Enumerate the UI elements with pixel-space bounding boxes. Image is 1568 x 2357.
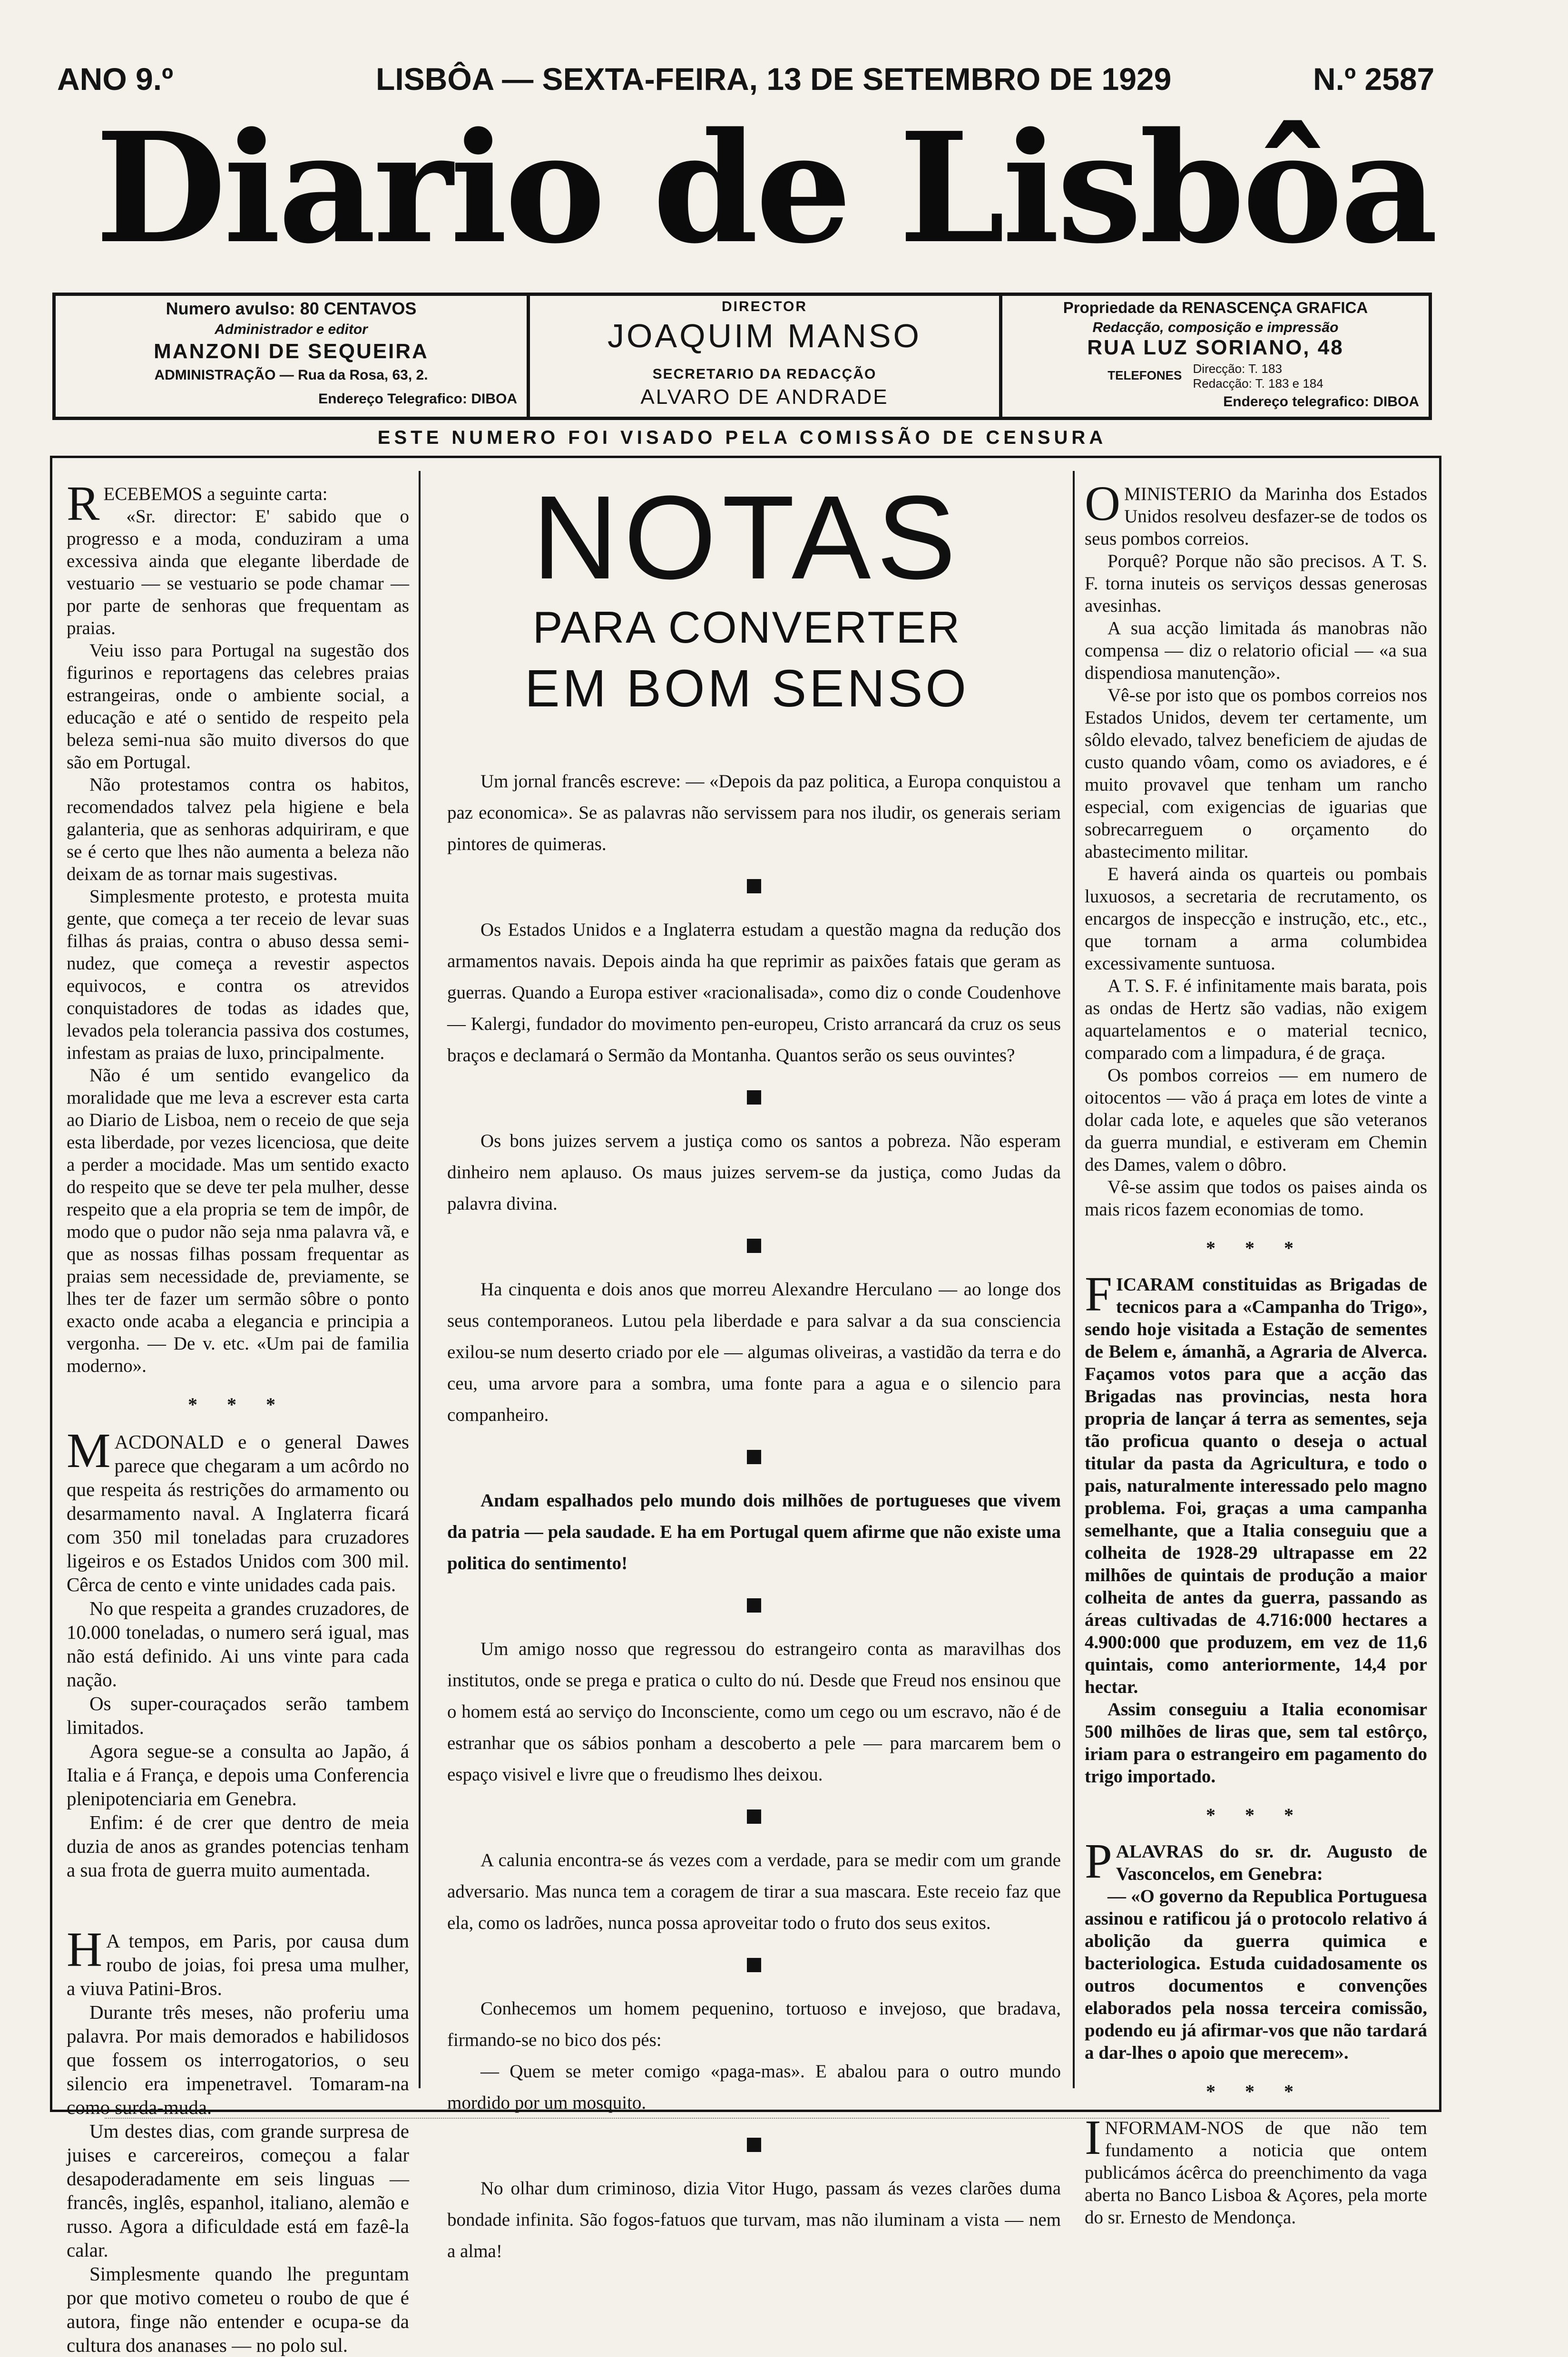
admin-address: ADMINISTRAÇÃO — Rua da Rosa, 63, 2.: [154, 367, 428, 383]
paragraph: A tempos, em Paris, por causa dum roubo de joias, foi presa uma mulher, a viuva Patini-Bros.: [67, 1930, 409, 1999]
notas-subtitle-1: PARA CONVERTER: [532, 602, 961, 652]
article-homing-pigeons: [1085, 476, 1427, 1221]
article-beach-letter: [67, 476, 409, 1377]
note: Ha cinquenta e dois anos que morreu Alexandre Herculano — ao longe dos seus contemporaneos. Lutou pela liberdade e para salvar a da sua consciencia exilou-se num deserto criado por ele — algumas oliveiras, a vastidão da terra e do ceu, uma arvore para a sombra, uma fonte para a agua e o silencio para companheiro.: [447, 1279, 1061, 1425]
right-column: [1085, 476, 1427, 2229]
article-geneva: [1085, 1834, 1427, 2064]
paragraph: Os super-couraçados serão tambem limitados.: [67, 1692, 409, 1738]
separator-square: [747, 1958, 761, 1972]
note: — Quem se meter comigo «paga-mas». E abalou para o outro mundo mordido por um mosquito.: [447, 2061, 1061, 2113]
paragraph: NFORMAM-NOS de que não tem fundamento a noticia que ontem publicámos ácêrca do preenchimento da vaga aberta no Banco Lisboa & Açores, pela morte do sr. Ernesto de Mendonça.: [1085, 2118, 1427, 2228]
owner-address: RUA LUZ SORIANO, 48: [1087, 336, 1344, 359]
notas-subtitle-2: EM BOM SENSO: [525, 659, 969, 718]
drop-cap: P: [1085, 1834, 1112, 1888]
censorship-notice: ESTE NUMERO FOI VISADO PELA COMISSÃO DE CENSURA: [377, 427, 1107, 448]
separator-square: [747, 1239, 761, 1253]
article-patini-bros: [67, 1922, 409, 2357]
note: A calunia encontra-se ás vezes com a verdade, para se medir com um grande adversario. Mas nunca tem a coragem de tirar a sua mascara. Este receio faz que ela, como os ladrões, nunca possa aproveitar todo o fruto dos seus exitos.: [447, 1850, 1061, 1933]
paragraph: ECEBEMOS a seguinte carta:: [103, 484, 328, 504]
article-banco-lisboa: [1085, 2110, 1427, 2229]
services-line: Redacção, composição e impressão: [1092, 320, 1339, 335]
price-line: Numero avulso: 80 CENTAVOS: [166, 299, 417, 318]
separator-square: [747, 1090, 761, 1105]
admin-role: Administrador e editor: [215, 322, 368, 337]
paragraph: Vê-se assim que todos os paises ainda os mais ricos fazem economias de tomo.: [1085, 1177, 1427, 1220]
paragraph: Os pombos correios — em numero de oitocentos — vão á praça em lotes de vinte a dolar cada lote, e aqueles que são veteranos da guerra mundial, e estiveram em Chemin des Dames, valem o dôbro.: [1085, 1065, 1427, 1175]
info-center: [527, 296, 1002, 417]
info-box: [52, 293, 1432, 420]
section-separator: * * *: [188, 1394, 288, 1415]
left-column: [67, 476, 409, 2357]
paragraph: MINISTERIO da Marinha dos Estados Unidos resolveu desfazer-se de todos os seus pombos correios.: [1085, 484, 1427, 549]
bottom-rule: [105, 2118, 1389, 2122]
paragraph: Durante três meses, não proferiu uma palavra. Por mais demorados e habilidosos que fossem os interrogatorios, o seu silencio era impenetravel. Tomaram-na como surda-muda.: [67, 2001, 409, 2118]
separator-square: [747, 1450, 761, 1464]
paragraph: Não protestamos contra os habitos, recomendados talvez pela higiene e bela galanteria, que as senhoras adquiriram, e que se é certo que lhes não aumenta a beleza não deixam de as tornar mais sugestivas.: [67, 774, 409, 884]
note: Um amigo nosso que regressou do estrangeiro conta as maravilhas dos institutos, onde se prega e pratica o culto do nú. Desde que Freud nos ensinou que o homem está ao serviço do Inconsciente, como um cego ou um escravo, não é de estranhar que os sábios ponham a descoberto a pele — para marcarem bem o espaço visivel e livre que o freudismo lhes deixou.: [447, 1639, 1061, 1785]
telegraph-right: Endereço telegrafico: DIBOA: [1223, 394, 1419, 410]
drop-cap: F: [1085, 1267, 1112, 1321]
info-right: [1002, 296, 1429, 417]
year-label: ANO 9.º: [57, 61, 174, 97]
dateline: LISBÔA — SEXTA-FEIRA, 13 DE SETEMBRO DE 1929: [376, 61, 1172, 97]
paragraph: Agora segue-se a consulta ao Japão, á Italia e á França, e depois uma Conferencia plenipotenciaria em Genebra.: [67, 1740, 409, 1809]
separator-square: [747, 1598, 761, 1613]
paragraph: Porquê? Porque não são precisos. A T. S. F. torna inuteis os serviços dessas generosas avesinhas.: [1085, 551, 1427, 616]
phones-block: [1002, 362, 1429, 391]
note: Os bons juizes servem a justiça como os santos a pobreza. Não esperam dinheiro nem aplauso. Os maus juizes servem-se da justiça, como Judas da palavra divina.: [447, 1131, 1061, 1214]
paragraph: Vê-se por isto que os pombos correios nos Estados Unidos, devem ter certamente, um sôldo elevado, talvez beneficiem de ajudas de custo quando vôam, como os aviadores, e é muito provavel que tenham um rancho especial, com exigencias de iguarias que sobrecarreguem o orçamento do abastecimento militar.: [1085, 685, 1427, 862]
center-column: [447, 766, 1061, 2267]
paragraph: Não é um sentido evangelico da moralidade que me leva a escrever esta carta ao Diario de Lisboa, nem o receio de que seja esta liberdade, por vezes licenciosa, que deite a perder a mocidade. Mas um sentido exacto do respeito que se deve ter pela mulher, desse respeito que a ela propria se tem de impôr, de modo que o pudor não seja nma palavra vã, e que as nossas filhas possam frequentar as praias sem necessidade de, previamente, se lhes ter de fazer um sermão sôbre o ponto exacto onde acaba a elegancia e principia a vergonha. — De v. etc. «Um pai de familia moderno».: [67, 1065, 409, 1376]
section-separator: * * *: [1206, 1237, 1306, 1259]
secretary-label: SECRETARIO DA REDACÇÃO: [652, 366, 877, 382]
owner-line: Propriedade da RENASCENÇA GRAFICA: [1063, 299, 1368, 316]
paragraph: Veiu isso para Portugal na sugestão dos figurinos e reportagens das celebres praias estrangeiras, onde o ambiente social, a educação e até o sentido de respeito pela beleza semi-nua são muito diversos do que são em Portugal.: [67, 640, 409, 773]
director-label: DIRECTOR: [721, 299, 808, 314]
phone-redaction: Redacção: T. 183 e 184: [1193, 376, 1323, 391]
phone-direction: Direcção: T. 183: [1193, 362, 1282, 376]
note: No olhar dum criminoso, dizia Vitor Hugo, passam ás vezes clarões duma bondade infinita. São fogos-fatuos que turvam, mas não iluminam a vista — nem a alma!: [447, 2178, 1061, 2261]
paragraph: E haverá ainda os quarteis ou pombais luxuosos, a secretaria de recrutamento, os encargos de inspecção e instrução, etc., etc., que tornam a arma columbidea excessivamente suntuosa.: [1085, 864, 1427, 974]
drop-cap: M: [67, 1423, 111, 1478]
drop-cap: O: [1085, 476, 1121, 531]
note: Um jornal francês escreve: — «Depois da paz politica, a Europa conquistou a paz economica». Se as palavras não servissem para nos iludir, os generais seriam pintores de quimeras.: [447, 771, 1061, 854]
paragraph: Enfim: é de crer que dentro de meia duzia de anos as grandes potencias tenham a sua frota de guerra muito aumentada.: [67, 1811, 409, 1881]
paragraph: «Sr. director: E' sabido que o progresso e a moda, conduziram a uma excessiva ainda que elegante liberdade de vestuario — se vestuario se pode chamar — por parte de senhoras que frequentam as praias.: [67, 506, 409, 638]
separator-square: [747, 1809, 761, 1824]
telegraph-left: Endereço Telegrafico: DIBOA: [318, 391, 517, 407]
paragraph: — «O governo da Republica Portuguesa assinou e ratificou já o protocolo relativo á abolição da guerra quimica e bacteriologica. Estuda cuidadosamente os outros documentos e convenções elaborados pela nossa terceira comissão, podendo eu já afirmar-vos que não tardará a dar-lhes o apoio que merecem».: [1085, 1886, 1427, 2063]
paragraph: Simplesmente protesto, e protesta muita gente, que começa a ter receio de levar suas filhas ás praias, contra o abuso dessa semi-nudez, que começa a revestir aspectos equivocos, e contra os atrevidos conquistadores de todas as idades que, levados pela tolerancia passiva dos costumes, infestam as praias de luxo, principalmente.: [67, 886, 409, 1063]
admin-name: MANZONI DE SEQUEIRA: [154, 340, 429, 363]
article-wheat-campaign: [1085, 1267, 1427, 1788]
director-name: JOAQUIM MANSO: [607, 317, 922, 354]
drop-cap: H: [67, 1922, 103, 1977]
issue-number: N.º 2587: [1313, 61, 1435, 97]
separator-square: [747, 879, 761, 893]
notas-title: NOTAS: [532, 471, 962, 604]
phones-label: TELEFONES: [1107, 368, 1182, 382]
separator-square: [747, 2138, 761, 2152]
note: Os Estados Unidos e a Inglaterra estudam a questão magna da redução dos armamentos navais. Depois ainda ha que reprimir as paixões fatais que geram as guerras. Quando a Europa estiver «racionalisada», como diz o conde Coudenhove — Kalergi, fundador do movimento pen-europeu, Cristo arrancará da cruz os seus braços e declamará o Sermão da Montanha. Quantos serão os seus ouvintes?: [447, 919, 1061, 1066]
note: Conhecemos um homem pequenino, tortuoso e invejoso, que bradava, firmando-se no bico dos pés:: [447, 1998, 1061, 2050]
section-separator: * * *: [1206, 1804, 1306, 1826]
info-left: [56, 296, 527, 417]
notas-heading: [419, 471, 1075, 722]
paragraph: Um destes dias, com grande surpresa de juises e carcereiros, começou a falar desapoderadamente em seis linguas — francês, inglês, espanhol, italiano, alemão e russo. Agora a dificuldade está em fazê-la calar.: [67, 2120, 409, 2261]
note: Andam espalhados pelo mundo dois milhões de portugueses que vivem da patria — pela saudade. E ha em Portugal quem afirme que não existe uma politica do sentimento!: [447, 1490, 1061, 1574]
secretary-name: ALVARO DE ANDRADE: [640, 385, 889, 409]
section-separator: * * *: [1206, 2081, 1306, 2102]
masthead-title: Diario de Lisbôa: [95, 99, 1436, 277]
article-naval-disarmament: [67, 1423, 409, 1882]
paragraph: No que respeita a grandes cruzadores, de 10.000 toneladas, o numero será igual, mas não está definido. Ai uns vinte para cada nação.: [67, 1597, 409, 1691]
paragraph: ICARAM constituidas as Brigadas de tecnicos para a «Campanha do Trigo», sendo hoje visitada a Estação de sementes de Belem e, ámanhã, a Agraria de Alverca. Façamos votos para que a acção das Brigadas nas provincias, nesta hora propria de lançar á terra as sementes, seja tão proficua quanto o deseja o actual titular da pasta da Agricultura, e todo o pais, naturalmente interessado pelo magno problema. Foi, graças a uma campanha semelhante, que a Italia conseguiu que a colheita de 1928-29 ultrapasse em 22 milhões de quintais de produção a maior colheita de antes da guerra, passando as áreas cultivadas de 4.716:000 hectares a 4.900:000 que produzem, em vez de 11,6 quintais, como anteriormente, 14,4 por hectar.: [1085, 1274, 1427, 1697]
paragraph: Assim conseguiu a Italia economisar 500 milhões de liras que, sem tal estôrço, iriam para o estrangeiro em pagamento do trigo importado.: [1085, 1699, 1427, 1787]
drop-cap: R: [67, 476, 100, 531]
paragraph: A sua acção limitada ás manobras não compensa — diz o relatorio oficial — «a sua dispendiosa manutenção».: [1085, 618, 1427, 683]
section-separator: [67, 1896, 409, 1918]
paragraph: Simplesmente quando lhe preguntam por que motivo cometeu o roubo de que é autora, finge não entender e ocupa-se da cultura dos ananases — no polo sul.: [67, 2263, 409, 2356]
paragraph: A T. S. F. é infinitamente mais barata, pois as ondas de Hertz são vadias, não exigem aquartelamentos e o material tecnico, comparado com a limpadura, é de graça.: [1085, 976, 1427, 1063]
drop-cap: I: [1085, 2110, 1101, 2165]
header-line: [57, 56, 1446, 102]
paragraph: ACDONALD e o general Dawes parece que chegaram a um acôrdo no que respeita ás restrições do armamento ou desarmamento naval. A Inglaterra ficará com 350 mil toneladas para cruzadores ligeiros e os Estados Unidos com 300 mil. Cêrca de cento e vinte unidades cada pais.: [67, 1431, 409, 1595]
paragraph: ALAVRAS do sr. dr. Augusto de Vasconcelos, em Genebra:: [1116, 1841, 1427, 1884]
